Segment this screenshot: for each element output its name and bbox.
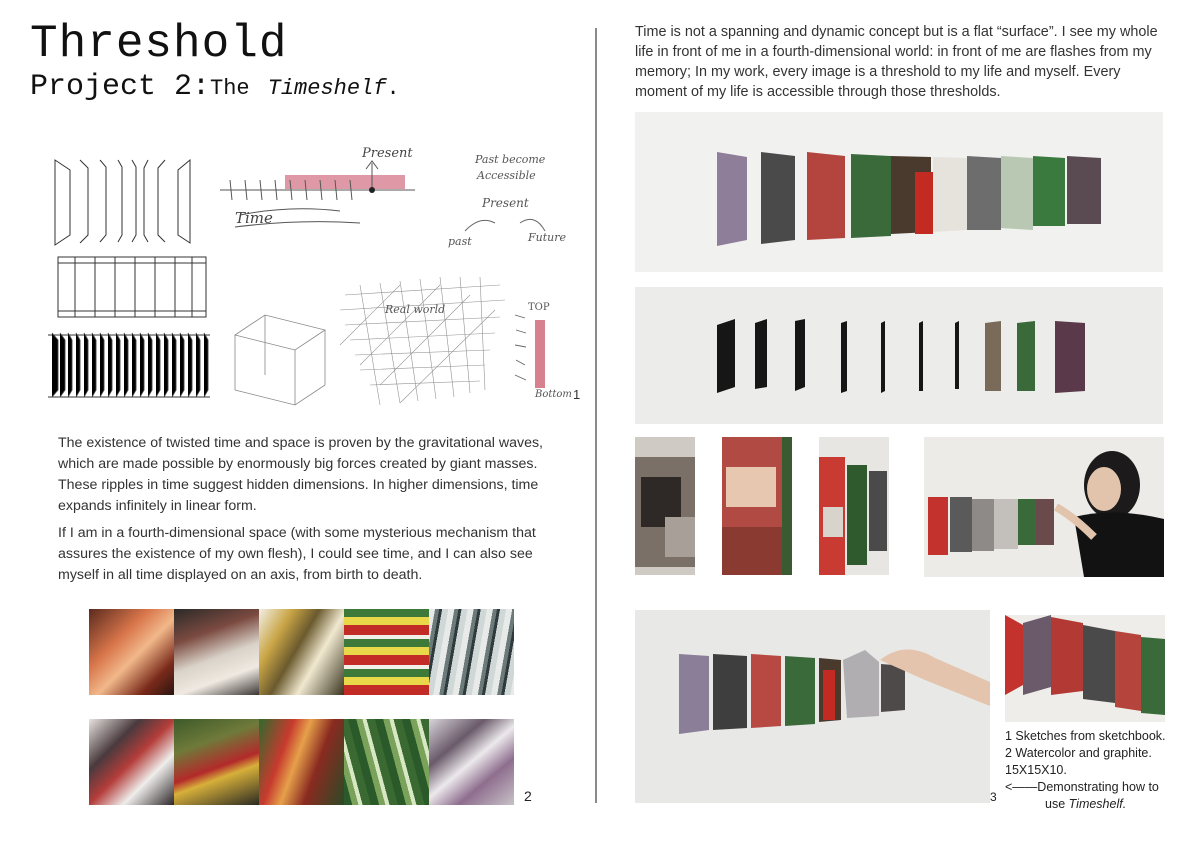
painting-tile <box>344 609 429 695</box>
painting-tile <box>259 609 344 695</box>
painting-tile <box>89 719 174 805</box>
caption-4: <——Demonstrating how to <box>1005 780 1159 794</box>
page-divider <box>595 28 597 803</box>
photo-closeup-timeshelf <box>1005 615 1165 722</box>
sketches-drawing <box>40 135 585 420</box>
photo-detail-2 <box>722 437 792 575</box>
subtitle-period: . <box>386 76 400 101</box>
subtitle-project: Project 2: <box>30 70 211 104</box>
photo-timeshelf-black <box>635 287 1163 424</box>
photo-hand-demonstration <box>635 610 990 803</box>
sketch-label-time: Time <box>235 209 273 227</box>
sketch-label-top: TOP <box>528 302 550 313</box>
sketch-label-real-world: Real world <box>385 303 446 316</box>
painting-tile <box>89 609 174 695</box>
photo-detail-1 <box>635 437 695 575</box>
sketch-page-number: 1 <box>573 387 581 402</box>
watercolor-strip-bottom <box>89 719 514 805</box>
page-number-right: 3 <box>990 790 997 804</box>
caption-5-prefix: use <box>1045 797 1069 811</box>
photo-timeshelf-color <box>635 112 1163 272</box>
painting-tile <box>174 609 259 695</box>
sketchbook-sketches <box>40 135 585 420</box>
sketch-label-present: Present <box>362 146 413 161</box>
page-title: Threshold <box>30 18 288 70</box>
sketch-label-bottom: Bottom <box>535 389 572 400</box>
painting-tile <box>259 719 344 805</box>
photo-detail-3 <box>819 437 889 575</box>
photo-artist-with-timeshelf <box>924 437 1164 577</box>
painting-tile <box>429 609 514 695</box>
page-number-left: 2 <box>524 788 532 804</box>
subtitle-name: Timeshelf <box>267 76 387 101</box>
sketch-label-present-2: Present <box>482 196 529 210</box>
caption-3: 15X15X10. <box>1005 763 1067 777</box>
watercolor-strip-top <box>89 609 514 695</box>
subtitle-the: The <box>210 76 250 101</box>
paragraph-1: The existence of twisted time and space is proven by the gravitational waves, which are made possible by enormously big forces created by giant masses. These ripples in time suggest hidden dimensions. In higher dimensions, time expands infinitely in linear form. <box>58 435 543 514</box>
sketch-label-past-become: Past become <box>475 153 546 166</box>
project-subtitle <box>30 70 400 104</box>
sketch-label-accessible: Accessible <box>477 169 536 182</box>
caption-5 <box>1005 796 1185 813</box>
painting-tile <box>344 719 429 805</box>
caption-2: 2 Watercolor and graphite. <box>1005 746 1152 760</box>
sketch-label-future: Future <box>528 231 566 244</box>
captions <box>1005 728 1185 813</box>
sketch-label-past: past <box>448 235 472 248</box>
caption-5-italic: Timeshelf. <box>1068 797 1127 811</box>
caption-1: 1 Sketches from sketchbook. <box>1005 729 1166 743</box>
painting-tile <box>174 719 259 805</box>
painting-tile <box>429 719 514 805</box>
paragraph-2: If I am in a fourth-dimensional space (with some mysterious mechanism that assures the existence of my own flesh), I could see time, and I can also see myself in all time displayed on an axis, from birth to death. <box>58 525 536 583</box>
intro-paragraph: Time is not a spanning and dynamic concept but is a flat “surface”. I see my whole life in front of me in a fourth-dimensional world: in front of me are flashes from my memory; In my work, every image is a threshold to my life and myself. Every moment of my life is accessible through those thresholds. <box>635 24 1158 100</box>
